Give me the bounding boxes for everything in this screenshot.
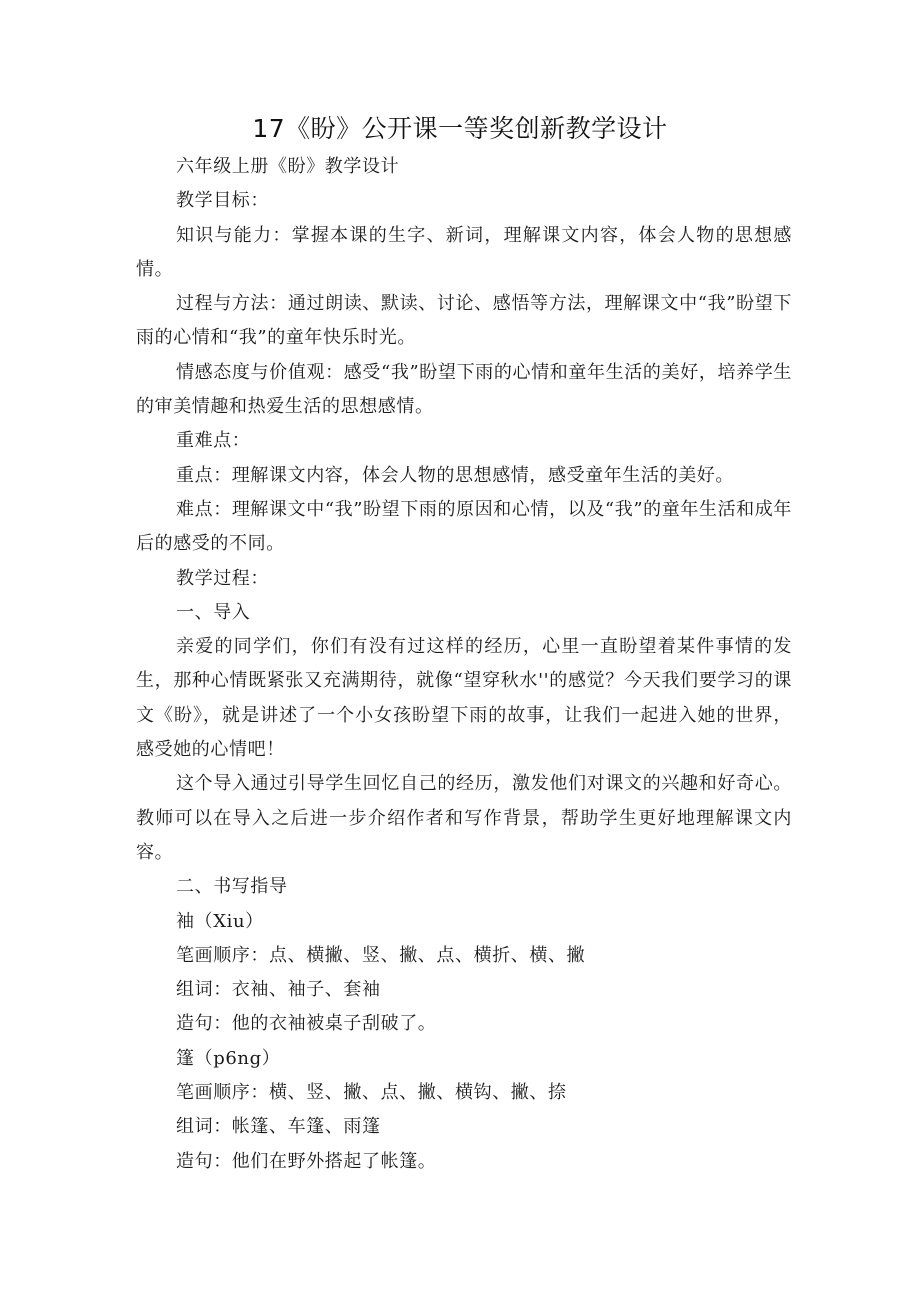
paragraph-process-heading: 教学过程： [176, 567, 269, 589]
paragraph-key-point: 重点：理解课文内容，体会人物的思想感情，感受童年生活的美好。 [176, 464, 734, 486]
paragraph-knowledge-ability: 知识与能力：掌握本课的生字、新词，理解课文内容，体会人物的思想感情。 [136, 224, 792, 280]
paragraph-objectives-heading: 教学目标： [176, 190, 269, 212]
paragraph-peng-sentence: 造句：他们在野外搭起了帐篷。 [176, 1150, 437, 1172]
paragraph-xiu-words: 组词：衣袖、袖子、套袖 [176, 979, 381, 1001]
document-title: 17《盼》公开课一等奖创新教学设计 [252, 114, 668, 143]
paragraph-peng-words: 组词：帐篷、车篷、雨篷 [176, 1116, 381, 1138]
paragraph-peng-stroke-order: 笔画顺序：横、竖、撇、点、撇、横钩、撇、捺 [176, 1082, 567, 1104]
document-body [136, 150, 792, 1179]
paragraph-process-method: 过程与方法：通过朗读、默读、讨论、感悟等方法，理解课文中“我”盼望下雨的心情和“我”的童年快乐时光。 [136, 293, 792, 349]
paragraph-char-peng: 篷（p6ng） [176, 1047, 281, 1069]
paragraph-introduction-note: 这个导入通过引导学生回忆自己的经历，激发他们对课文的兴趣和好奇心。教师可以在导入之后进一步介绍作者和写作背景，帮助学生更好地理解课文内容。 [136, 773, 792, 863]
paragraph-section-introduction: 一、导入 [176, 601, 251, 623]
paragraph-difficult-point: 难点：理解课文中“我”盼望下雨的原因和心情，以及“我”的童年生活和成年后的感受的不同。 [136, 498, 792, 555]
paragraph-subtitle: 六年级上册《盼》教学设计 [176, 156, 400, 177]
paragraph-xiu-stroke-order: 笔画顺序：点、横撇、竖、撇、点、横折、横、撇 [176, 944, 586, 966]
paragraph-xiu-sentence: 造句：他的衣袖被桌子刮破了。 [176, 1013, 437, 1035]
paragraph-section-writing-guide: 二、书写指导 [176, 876, 288, 898]
paragraph-introduction-text: 亲爱的同学们，你们有没有过这样的经历，心里一直盼望着某件事情的发生，那种心情既紧张又充满期待，就像“望穿秋水''的感觉？今天我们要学习的课文《盼》，就是讲述了一个小女孩盼望下雨的故事，让我们一起进入她的世界，感受她的心情吧！ [136, 636, 792, 761]
paragraph-emotion-values: 情感态度与价值观：感受“我”盼望下雨的心情和童年生活的美好，培养学生的审美情趣和热爱生活的思想感情。 [136, 361, 792, 418]
paragraph-key-difficult-heading: 重难点： [176, 430, 251, 452]
paragraph-char-xiu: 袖（Xiu） [176, 910, 264, 932]
